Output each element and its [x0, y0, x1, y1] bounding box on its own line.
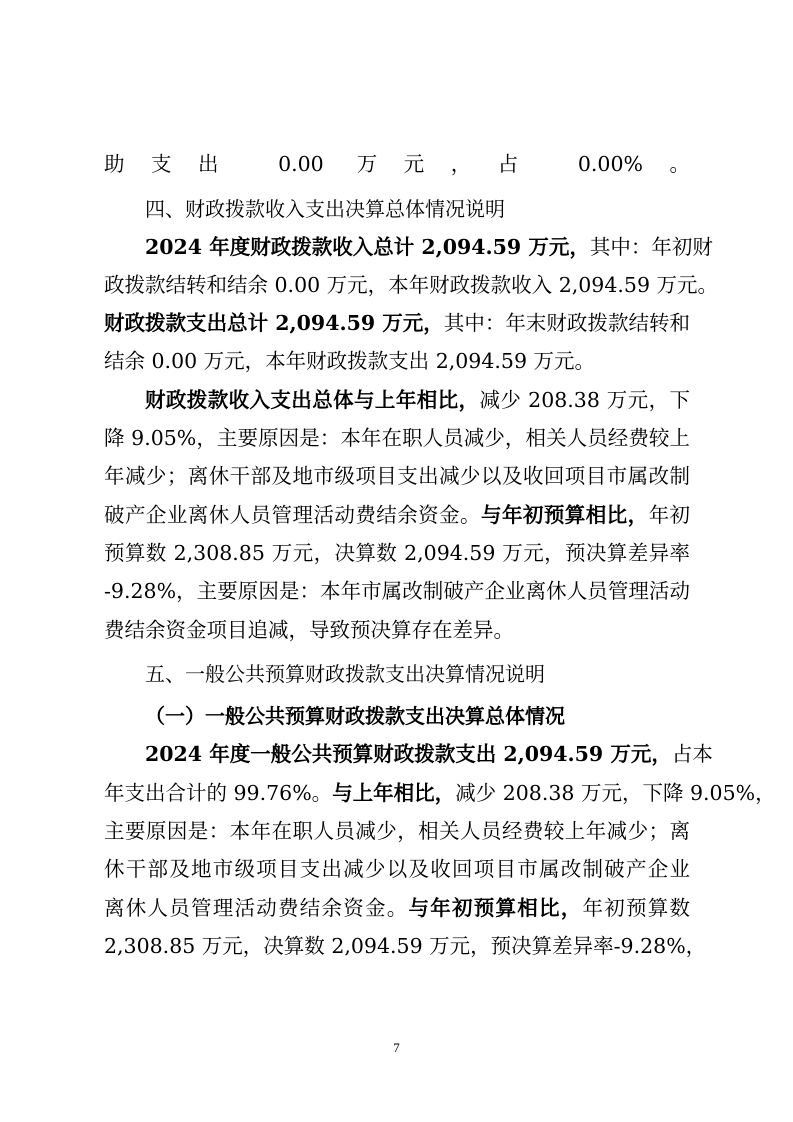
- subsection-heading-5-1: （一）一般公共预算财政拨款支出决算总体情况: [145, 704, 565, 728]
- paragraph-line: [104, 151, 690, 177]
- text-span: 年初: [648, 503, 691, 527]
- section-heading-5: 五、一般公共预算财政拨款支出决算情况说明: [145, 662, 545, 686]
- paragraph-line: 休干部及地市级项目支出减少以及收回项目市属改制破产企业: [104, 857, 690, 881]
- bold-text: 2024 年度财政拨款收入总计 2,094.59 万元，: [145, 235, 590, 259]
- paragraph-line: [104, 780, 776, 806]
- text-span: 助支出 0.00 万元，占 0.00%。: [104, 152, 690, 176]
- text-span: 减少 208.38 万元，下降 9.05%，: [455, 781, 776, 805]
- text-span: 减少 208.38 万元，下: [479, 388, 691, 412]
- paragraph-line: 降 9.05%，主要原因是：本年在职人员减少，相关人员经费较上: [104, 426, 690, 450]
- section-heading-4: 四、财政拨款收入支出决算总体情况说明: [145, 197, 505, 221]
- bold-text: 财政拨款收入支出总体与上年相比，: [145, 388, 480, 412]
- paragraph-line: 年减少；离休干部及地市级项目支出减少以及收回项目市属改制: [104, 464, 690, 488]
- text-span: 占本: [671, 742, 713, 766]
- paragraph-line: [145, 387, 690, 413]
- paragraph-line: -9.28%，主要原因是：本年市属改制破产企业离休人员管理活动: [104, 579, 690, 603]
- paragraph-line: [145, 234, 713, 260]
- text-span: 离休人员管理活动费结余资金。: [104, 896, 409, 920]
- text-span: 破产企业离休人员管理活动费结余资金。: [104, 503, 481, 527]
- paragraph-line: 2,308.85 万元，决算数 2,094.59 万元，预决算差异率-9.28%，: [104, 934, 707, 958]
- text-span: 年支出合计的 99.76%。: [104, 781, 333, 805]
- paragraph-line: 结余 0.00 万元，本年财政拨款支出 2,094.59 万元。: [104, 349, 595, 373]
- bold-text: 与年初预算相比，: [408, 896, 583, 920]
- text-span: 年初预算数: [582, 896, 690, 920]
- paragraph-line: 主要原因是：本年在职人员减少，相关人员经费较上年减少；离: [104, 819, 690, 843]
- paragraph-line: 费结余资金项目追减，导致预决算存在差异。: [104, 618, 514, 642]
- page-number: 7: [393, 1040, 400, 1055]
- paragraph-line: [104, 310, 690, 336]
- paragraph-line: [104, 502, 690, 528]
- bold-text: 与年初预算相比，: [481, 503, 649, 527]
- text-span: 其中：年末财政拨款结转和: [443, 311, 690, 335]
- text-span: 其中：年初财: [589, 235, 713, 259]
- bold-text: 2024 年度一般公共预算财政拨款支出 2,094.59 万元，: [145, 742, 672, 766]
- paragraph-line: [104, 895, 690, 921]
- bold-text: 与上年相比，: [332, 781, 456, 805]
- paragraph-line: 政拨款结转和结余 0.00 万元，本年财政拨款收入 2,094.59 万元。: [104, 273, 718, 297]
- paragraph-line: [145, 741, 713, 767]
- bold-text: 财政拨款支出总计 2,094.59 万元，: [104, 311, 444, 335]
- paragraph-line: 预算数 2,308.85 万元，决算数 2,094.59 万元，预决算差异率: [104, 541, 690, 565]
